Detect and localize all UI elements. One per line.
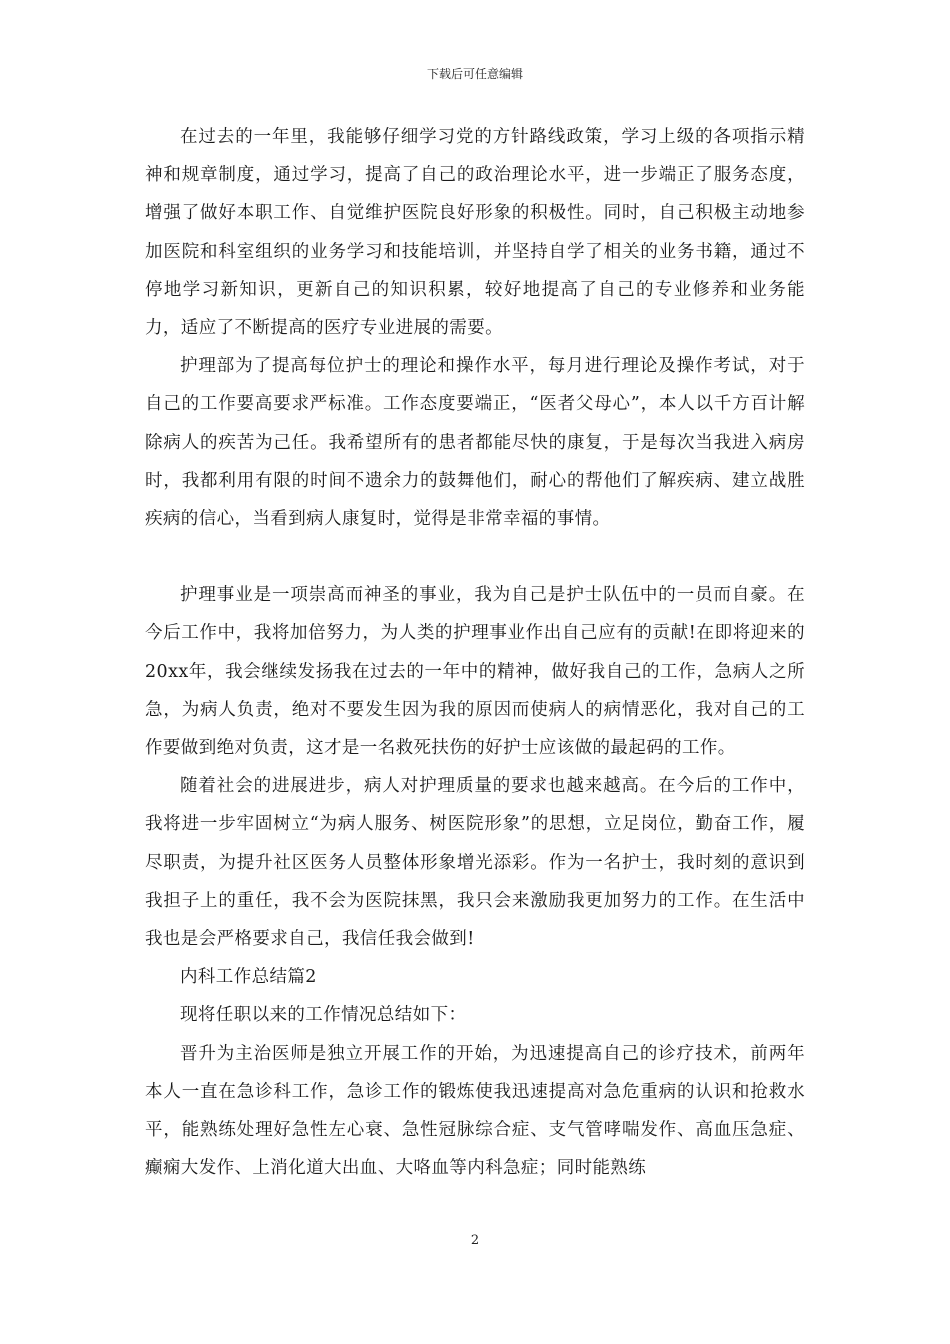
page-number: 2 bbox=[470, 1233, 480, 1248]
paragraph-social-progress: 随着社会的进展进步，病人对护理质量的要求也越来越高。在今后的工作中，我将进一步牢固树立“为病人服务、树医院形象”的思想，立足岗位，勤奋工作，履尽职责，为提升社区医务人员整体形象增光添彩。作为一名护士，我时刻的意识到我担子上的重任，我不会为医院抹黑，我只会来激励我更加努力的工作。在生活中我也是会严格要求自己，我信任我会做到! bbox=[145, 776, 805, 950]
page-header: 下载后可任意编辑 bbox=[426, 67, 523, 81]
paragraph-nursing-career: 护理事业是一项崇高而神圣的事业，我为自己是护士队伍中的一员而自豪。在今后工作中，我将加倍努力，为人类的护理事业作出自己应有的贡献!在即将迎来的20xx年，我会继续发扬我在过去的一年中的精神，做好我自己的工作，急病人之所急，为病人负责，绝对不要发生因为我的原因而使病人的病情恶化，我对自己的工作要做到绝对负责，这才是一名救死扶伤的好护士应该做的最起码的工作。 bbox=[145, 585, 805, 759]
paragraph-intro: 现将任职以来的工作情况总结如下： bbox=[180, 1005, 467, 1026]
paragraph-study: 在过去的一年里，我能够仔细学习党的方针路线政策，学习上级的各项指示精神和规章制度，通过学习，提高了自己的政治理论水平，进一步端正了服务态度，增强了做好本职工作、自觉维护医院良好形象的积极性。同时，自己积极主动地参加医院和科室组织的业务学习和技能培训，并坚持自学了相关的业务书籍，通过不停地学习新知识，更新自己的知识积累，较好地提高了自己的专业修养和业务能力，适应了不断提高的医疗专业进展的需要。 bbox=[145, 127, 805, 339]
paragraph-attending-physician: 晋升为主治医师是独立开展工作的开始，为迅速提高自己的诊疗技术，前两年本人一直在急诊科工作，急诊工作的锻炼使我迅速提高对急危重病的认识和抢救水平，能熟练处理好急性左心衰、急性冠脉综合症、支气管哮喘发作、高血压急症、癫痫大发作、上消化道大出血、大咯血等内科急症；同时能熟练 bbox=[145, 1043, 805, 1179]
document-body bbox=[145, 118, 805, 1187]
section-heading: 内科工作总结篇2 bbox=[180, 967, 317, 988]
paragraph-nursing-department: 护理部为了提高每位护士的理论和操作水平，每月进行理论及操作考试，对于自己的工作要高要求严标准。工作态度要端正，“医者父母心”，本人以千方百计解除病人的疾苦为己任。我希望所有的患者都能尽快的康复，于是每次当我进入病房时，我都利用有限的时间不遗余力的鼓舞他们，耐心的帮他们了解疾病、建立战胜疾病的信心，当看到病人康复时，觉得是非常幸福的事情。 bbox=[145, 356, 805, 530]
